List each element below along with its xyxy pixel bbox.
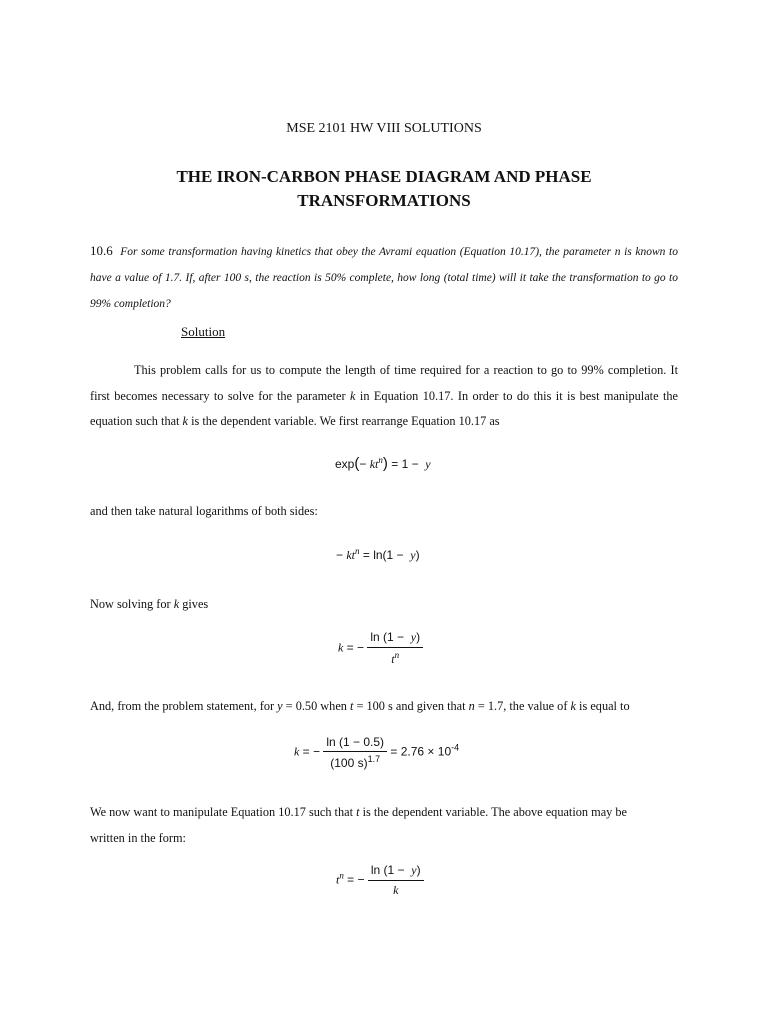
para1-text-c: is the dependent variable. We first rearrange Equation 10.17 as [188,414,500,428]
variable-k: k [350,388,356,403]
eq4-rhs: = 2.76 × 10 [387,744,452,759]
line3-text-a: Now solving for [90,597,174,611]
eq5-numerator [368,863,424,881]
eq2-close: ) [415,548,420,562]
eq5-close: ) [416,863,421,877]
text-line-6: written in the form: [90,831,186,845]
eq1-rhs: = 1 − [387,457,419,471]
eq3-num-text: ln (1 − [370,630,408,644]
eq3-t: t [391,652,395,666]
variable-k: k [570,699,576,713]
problem-number: 10.6 [90,243,113,258]
line5-text-a: We now want to manipulate Equation 10.17 such that [90,805,357,819]
para1-text-b: in Equation 10.17. In order to do this it is best manipulate the equation such that [90,388,678,428]
equation-k-solved [338,630,423,667]
eq5-exp-n: n [339,870,344,881]
variable-y: y [277,699,283,713]
title-line-1: THE IRON-CARBON PHASE DIAGRAM AND PHASE [176,167,592,186]
eq3-exp-n: n [394,650,400,660]
equation-exp-form: $\exp(- kt^n) = 1 - y$ [335,455,431,472]
eq1-exp-n: n [378,455,383,465]
eq1-kt: kt [369,457,379,471]
eq3-denominator [367,648,423,667]
line4-text-e: is equal to [575,699,630,713]
eq4-equals: = − [299,744,321,759]
title-line-2: TRANSFORMATIONS [297,191,471,210]
variable-t: t [356,805,360,819]
eq3-y: y [410,630,417,644]
eq3-equals: = − [343,640,365,655]
equation-log-form [336,546,420,563]
problem-statement [90,238,678,317]
text-line-4 [90,699,630,714]
eq5-k: k [393,883,399,897]
text-line-5 [90,805,678,820]
eq2-minus: − [336,548,347,562]
line4-text-b: = 0.50 when [282,699,350,713]
eq4-numerator: ln (1 − 0.5) [323,735,387,752]
eq5-equals: = − [343,872,365,887]
eq1-y: y [425,457,431,471]
eq5-t: t [336,872,340,887]
eq4-denominator [323,752,387,770]
equation-k-value [294,735,459,770]
line4-text-d: = 1.7, the value of [474,699,571,713]
eq3-close: ) [416,630,421,644]
variable-k: k [173,597,180,611]
eq4-den-base: (100 s) [330,756,368,770]
document-header: MSE 2101 HW VIII SOLUTIONS [286,121,482,136]
line5-text-b: is the dependent variable. The above equation may be [359,805,627,819]
eq3-numerator [367,630,423,648]
equation-t-form [336,863,424,898]
eq4-k: k [294,744,300,759]
document-title [0,165,768,213]
solution-paragraph-1 [90,358,678,435]
eq4-fraction [323,735,387,770]
variable-n: n [468,699,475,713]
eq5-y: y [411,863,417,877]
line4-text-c: = 100 s and given that [353,699,469,713]
eq2-y: y [410,548,416,562]
eq3-k: k [338,640,344,655]
text-line-2: and then take natural logarithms of both sides: [90,504,318,518]
text-line-3 [90,597,208,612]
solution-label: Solution [181,324,226,339]
eq1-fn: exp [335,457,355,471]
problem-text: For some transformation having kinetics that obey the Avrami equation (Equation 10.17), the parameter n is known to have a value of 1.7. If, after 100 s, the reaction is 50% complete, how long (total time) will it take the transformation to go to 99% completion? [90,246,678,310]
eq2-exp-n: n [355,546,360,556]
variable-t: t [350,699,354,713]
eq1-minus: − [359,457,367,471]
line4-text-a: And, from the problem statement, for [90,699,278,713]
eq2-rhs: = ln(1 − [359,548,407,562]
variable-k: k [182,414,189,428]
para1-text-a: This problem calls for us to compute the length of time required for a reaction to go to 99% completion. It first becomes necessary to solve for the parameter [90,363,678,403]
line3-text-b: gives [179,597,209,611]
eq5-num-text: ln (1 − [370,863,408,877]
eq5-denominator [368,881,424,898]
eq2-kt: kt [346,548,356,562]
eq4-rhs-exp: -4 [451,742,460,753]
eq5-fraction [368,863,424,898]
eq3-fraction [367,630,423,667]
eq4-den-exp: 1.7 [367,754,381,764]
